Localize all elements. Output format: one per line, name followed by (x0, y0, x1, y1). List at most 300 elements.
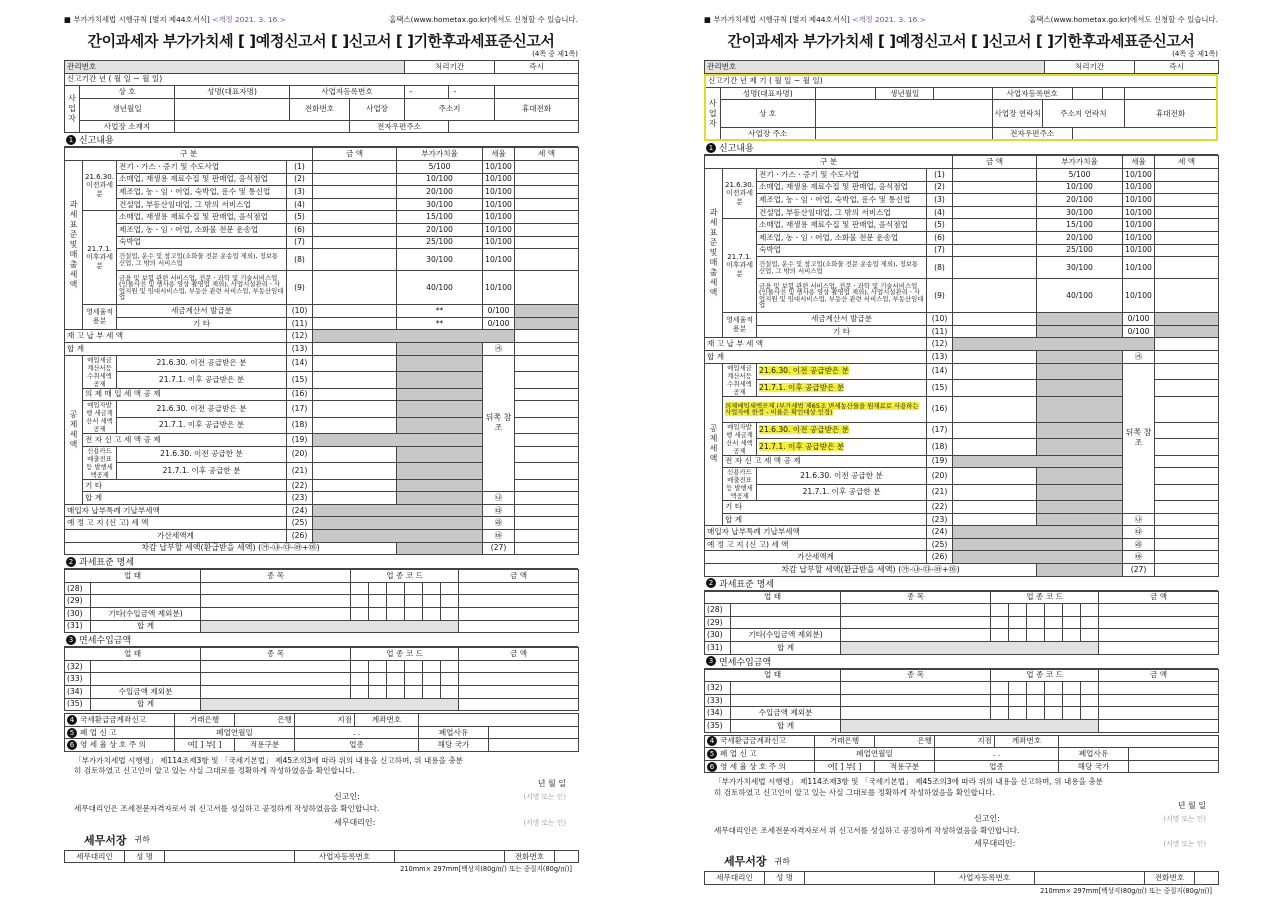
yesno-checkbox[interactable]: 여[ ] 부[ ] (815, 760, 875, 773)
code-digit[interactable] (387, 582, 405, 595)
code-digit[interactable] (369, 673, 387, 686)
col-amount: 금 액 (1099, 591, 1219, 604)
item-field[interactable] (841, 707, 991, 720)
row-13-tax[interactable] (1155, 350, 1219, 363)
row-1-amount[interactable] (313, 160, 397, 173)
row-21-amount[interactable] (313, 463, 397, 480)
row-20-amount[interactable] (313, 446, 397, 463)
amount-field[interactable] (1099, 707, 1219, 720)
row-11-tax (515, 317, 579, 330)
other-label: 기타(수입금액 제외분) (731, 629, 841, 642)
amount-field[interactable] (459, 582, 579, 595)
reason-field[interactable] (1129, 748, 1219, 761)
amount-field[interactable] (459, 608, 579, 621)
row-4-amount[interactable] (313, 198, 397, 211)
row-22-amount[interactable] (953, 501, 1037, 514)
code-digit[interactable] (1081, 682, 1099, 695)
row-20-amount[interactable] (953, 468, 1037, 485)
row-2-amount[interactable] (313, 173, 397, 186)
code-digit[interactable] (405, 673, 423, 686)
code-digit[interactable] (1045, 604, 1063, 617)
biz-reg-no-field[interactable]: - (405, 86, 449, 99)
industry-field[interactable] (91, 595, 201, 608)
email-label: 전자우편주소 (350, 120, 449, 133)
shaded-cell (841, 720, 1099, 733)
amount-field[interactable] (1099, 720, 1219, 733)
row-9-amount[interactable] (313, 271, 397, 305)
row-2-tax[interactable] (1155, 181, 1219, 194)
row-18-tax[interactable] (1155, 439, 1219, 456)
category-label: 적용구분 (875, 760, 935, 773)
biz-reg-no-field-3[interactable] (1125, 87, 1218, 100)
row-27-tax[interactable] (515, 542, 579, 555)
biz-reg-no-field-3[interactable] (495, 86, 579, 99)
birth-field[interactable] (175, 98, 290, 120)
row-4-amount[interactable] (953, 206, 1037, 219)
amount-field[interactable] (1099, 694, 1219, 707)
row-6-taxrate: 10/100 (1123, 231, 1155, 244)
row-5-name: 소매업, 재생용 재료수집 및 판매업, 음식점업 (117, 211, 287, 224)
row-13-amount[interactable] (313, 342, 397, 355)
closed-date-field[interactable]: . . (935, 748, 1059, 761)
code-digit[interactable] (441, 673, 459, 686)
row-11-name: 기 타 (117, 317, 287, 330)
row-8-amount[interactable] (313, 249, 397, 271)
row-1-tax[interactable] (515, 160, 579, 173)
row-15-shaded (397, 372, 483, 389)
code-digit[interactable] (441, 582, 459, 595)
code-digit[interactable] (1009, 616, 1027, 629)
row-14-tax[interactable] (515, 355, 579, 372)
email-field[interactable] (1072, 128, 1217, 141)
row-3-amount[interactable] (953, 194, 1037, 207)
row-20-tax[interactable] (515, 446, 579, 463)
code-digit[interactable] (1045, 707, 1063, 720)
row-9-taxrate: 10/100 (1123, 279, 1155, 313)
row-2-no: (2) (927, 181, 953, 194)
row-14-amount[interactable] (953, 363, 1037, 380)
row-19-name: 전 자 신 고 세 액 공 제 (723, 455, 927, 468)
industry-field[interactable] (91, 660, 201, 673)
country-field[interactable] (489, 739, 579, 752)
row-11-name: 기 타 (757, 325, 927, 338)
sec6-title (705, 760, 815, 773)
col-industry: 업 태 (705, 669, 841, 682)
row-5-amount[interactable] (953, 219, 1037, 232)
row-20-tax[interactable] (1155, 468, 1219, 485)
row-6-taxrate: 10/100 (483, 223, 515, 236)
row-3-taxrate: 10/100 (483, 186, 515, 199)
row-11-amount[interactable] (313, 317, 397, 330)
amount-field[interactable] (1099, 682, 1219, 695)
row-6-tax[interactable] (515, 223, 579, 236)
amount-field[interactable] (459, 620, 579, 633)
row-4-tax[interactable] (1155, 206, 1219, 219)
birth-label: 생년월일 (80, 98, 175, 120)
account-field[interactable] (1059, 735, 1219, 748)
row-6-amount[interactable] (313, 223, 397, 236)
code-digit[interactable] (1081, 629, 1099, 642)
footer-name-field[interactable] (165, 850, 295, 863)
row-10-amount[interactable] (313, 305, 397, 318)
office-label: 사업장 (350, 98, 405, 120)
code-digit[interactable] (1081, 616, 1099, 629)
code-digit[interactable] (405, 660, 423, 673)
section-title: 과세표준 명세 (79, 558, 135, 569)
code-digit[interactable] (405, 582, 423, 595)
footer-biz-no-field[interactable] (395, 850, 505, 863)
code-digit[interactable] (423, 595, 441, 608)
row-25-shaded (313, 517, 483, 530)
row-15-amount[interactable] (953, 380, 1037, 397)
biz-reg-no-field-2[interactable] (1102, 87, 1124, 100)
code-digit[interactable] (1045, 629, 1063, 642)
code-digit[interactable] (369, 660, 387, 673)
code-digit[interactable] (1009, 694, 1027, 707)
code-digit[interactable] (1045, 682, 1063, 695)
row-15-amount[interactable] (313, 372, 397, 389)
footer-biz-no-field[interactable] (1035, 872, 1145, 885)
row-7-amount[interactable] (313, 236, 397, 249)
code-digit[interactable] (1027, 682, 1045, 695)
row-14-amount[interactable] (313, 355, 397, 372)
row-23-amount[interactable] (953, 513, 1037, 526)
row-9-no: (9) (927, 279, 953, 313)
code-digit[interactable] (441, 660, 459, 673)
code-digit[interactable] (1027, 604, 1045, 617)
footer-phone: 전화번호 (1145, 872, 1195, 885)
code-digit[interactable] (369, 686, 387, 699)
row-8-name: 건설업, 운수 및 창고업(소화물 전문 운송업 제외), 정보통신업, 그 밖의 서비스업 (757, 257, 927, 279)
row-21-amount[interactable] (953, 484, 1037, 501)
amount-field[interactable] (1099, 604, 1219, 617)
row-17-amount[interactable] (313, 401, 397, 418)
row-25-tax[interactable] (515, 517, 579, 530)
industry-field[interactable] (731, 604, 841, 617)
circled-number-icon: 1 (66, 135, 76, 145)
code-digit[interactable] (1063, 694, 1081, 707)
code-digit[interactable] (441, 608, 459, 621)
code-digit[interactable] (1009, 682, 1027, 695)
email-field[interactable] (449, 120, 579, 133)
row-26-shaded (953, 551, 1123, 564)
reason-field[interactable] (489, 726, 579, 739)
code-digit[interactable] (1081, 694, 1099, 707)
row-7-amount[interactable] (953, 244, 1037, 257)
item-field[interactable] (841, 616, 991, 629)
code-digit[interactable] (423, 660, 441, 673)
row-3-amount[interactable] (313, 186, 397, 199)
row-12-tax[interactable] (1155, 338, 1219, 351)
footer-phone-field[interactable] (1195, 872, 1219, 885)
row-5-tax[interactable] (1155, 219, 1219, 232)
item-field[interactable] (201, 686, 351, 699)
row-19-no: (19) (287, 434, 313, 447)
row-15-tax[interactable] (515, 372, 579, 389)
declaration (64, 752, 578, 779)
row-13-no: (13) (927, 350, 953, 363)
row-3-tax[interactable] (515, 186, 579, 199)
amount-field[interactable] (459, 660, 579, 673)
row-16-no: (16) (927, 396, 953, 422)
code-digit[interactable] (1063, 604, 1081, 617)
row-2-amount[interactable] (953, 181, 1037, 194)
item-field[interactable] (841, 629, 991, 642)
row-6-amount[interactable] (953, 231, 1037, 244)
item-field[interactable] (201, 660, 351, 673)
industry-field[interactable] (731, 694, 841, 707)
amount-field[interactable] (459, 686, 579, 699)
row-18-amount[interactable] (313, 417, 397, 434)
row-12-shaded (313, 330, 515, 343)
industry-field[interactable] (731, 682, 841, 695)
highlighted-text: 21.6.30. 이전 공급받은 분 (759, 366, 849, 376)
highlighted-text: 21.6.30. 이전 공급받은 분 (759, 425, 849, 435)
tax-base-group: 과세표준및매출세액 (65, 160, 83, 329)
col-amount: 금 액 (313, 148, 397, 161)
code-digit[interactable] (387, 686, 405, 699)
code-digit[interactable] (351, 686, 369, 699)
code-digit[interactable] (441, 686, 459, 699)
code-digit[interactable] (423, 686, 441, 699)
agent-footer-table (64, 850, 579, 864)
section-exempt-income (64, 633, 578, 647)
date-field[interactable]: 년 월 일 (1177, 800, 1206, 810)
row-9-tax[interactable] (515, 271, 579, 305)
row-9-rate: 40/100 (1037, 279, 1123, 313)
code-digit[interactable] (405, 608, 423, 621)
row-18-tax[interactable] (515, 417, 579, 434)
row-25-tax[interactable] (1155, 538, 1219, 551)
row-11-amount[interactable] (953, 325, 1037, 338)
row-22-tax[interactable] (1155, 501, 1219, 514)
code-digit[interactable] (1009, 707, 1027, 720)
footer-phone-field[interactable] (555, 850, 579, 863)
tax-base-group: 과세표준및매출세액 (705, 168, 723, 337)
code-digit[interactable] (387, 595, 405, 608)
biz-address-field[interactable] (175, 120, 350, 133)
amount-field[interactable] (1099, 616, 1219, 629)
row-12-tax[interactable] (515, 330, 579, 343)
amount-field[interactable] (459, 595, 579, 608)
row-24-tax[interactable] (1155, 526, 1219, 539)
date-field[interactable]: 년 월 일 (537, 779, 566, 789)
row-16-tax[interactable] (515, 388, 579, 401)
code-digit[interactable] (369, 582, 387, 595)
code-digit[interactable] (423, 673, 441, 686)
row-2-tax[interactable] (515, 173, 579, 186)
report-period-field[interactable]: 신고기간 년 ( 월 일 ~ 월 일) (65, 73, 579, 86)
row-6-name: 제조업, 농ㆍ임ㆍ어업, 소화물 전문 운송업 (117, 223, 287, 236)
row-23-tax[interactable] (1155, 513, 1219, 526)
item-field[interactable] (201, 582, 351, 595)
row-27-shaded (1037, 564, 1123, 577)
row-23-tax[interactable] (515, 492, 579, 505)
item-field[interactable] (841, 604, 991, 617)
row-13-name: 합 계 (65, 342, 287, 355)
row-5-amount[interactable] (313, 211, 397, 224)
row-1-tax[interactable] (1155, 168, 1219, 181)
row-27-tax[interactable] (1155, 564, 1219, 577)
biz-reg-no-field[interactable] (1072, 87, 1102, 100)
industry-field[interactable] (91, 582, 201, 595)
row-8-amount[interactable] (953, 257, 1037, 279)
tax-office (704, 851, 1218, 871)
code-digit[interactable] (1063, 629, 1081, 642)
amount-field[interactable] (459, 698, 579, 711)
item-field[interactable] (201, 608, 351, 621)
row-15-tax[interactable] (1155, 380, 1219, 397)
reason-label: 폐업사유 (419, 726, 489, 739)
code-digit[interactable] (1045, 616, 1063, 629)
row-17-tax[interactable] (1155, 422, 1219, 439)
code-digit[interactable] (991, 694, 1009, 707)
industry-field[interactable] (731, 616, 841, 629)
row-8-tax[interactable] (515, 249, 579, 271)
row-26-tax[interactable] (515, 530, 579, 543)
code-digit[interactable] (351, 595, 369, 608)
code-digit[interactable] (991, 707, 1009, 720)
code-digit[interactable] (1027, 616, 1045, 629)
code-digit[interactable] (1081, 604, 1099, 617)
row-14-tax[interactable] (1155, 363, 1219, 380)
report-period-field[interactable]: 신고기간 년 제 기 ( 월 일 ~ 월 일) (705, 75, 1217, 88)
row-20-shaded (397, 446, 483, 463)
code-digit[interactable] (387, 608, 405, 621)
row-21-tax[interactable] (515, 463, 579, 480)
row-22-shaded (397, 479, 483, 492)
row-27-name: 차감 납부할 세액(환급받을 세액) (㉮-㉯-㉰-㉱+㉲) (705, 564, 1037, 577)
code-digit[interactable] (369, 595, 387, 608)
col-amount: 금 액 (459, 570, 579, 583)
code-digit[interactable] (991, 604, 1009, 617)
code-digit[interactable] (387, 673, 405, 686)
row-21-name: 21.7.1. 이후 공급한 분 (757, 484, 927, 501)
code-digit[interactable] (1009, 604, 1027, 617)
row-18-amount[interactable] (953, 439, 1037, 456)
row-17-amount[interactable] (953, 422, 1037, 439)
birth-field[interactable] (934, 87, 992, 100)
bank-label: 거래은행 (815, 735, 875, 748)
country-label: 해당 국가 (419, 739, 489, 752)
row-7-tax[interactable] (515, 236, 579, 249)
code-digit[interactable] (991, 629, 1009, 642)
row-16-amount[interactable] (953, 396, 1037, 422)
amount-field[interactable] (459, 673, 579, 686)
row-13-tax[interactable] (515, 342, 579, 355)
industry-field[interactable] (91, 673, 201, 686)
row-22-amount[interactable] (313, 479, 397, 492)
row-9-amount[interactable] (953, 279, 1037, 313)
biz-address-label: 사업장 소재지 (80, 120, 175, 133)
row-2-name: 소매업, 재생용 재료수집 및 판매업, 음식점업 (757, 181, 927, 194)
item-field[interactable] (201, 595, 351, 608)
account-field[interactable] (419, 714, 579, 727)
rep-name-field[interactable] (815, 87, 875, 100)
row-34-no: (34) (65, 686, 91, 699)
row-10-amount[interactable] (953, 313, 1037, 326)
revision-date: <개정 2021. 3. 16.> (212, 15, 286, 24)
code-digit[interactable] (1009, 629, 1027, 642)
item-field[interactable] (201, 673, 351, 686)
code-digit[interactable] (441, 595, 459, 608)
row-18-no: (18) (287, 417, 313, 434)
row-16-tax[interactable] (1155, 396, 1219, 422)
item-field[interactable] (841, 682, 991, 695)
row-6-tax[interactable] (1155, 231, 1219, 244)
item-field[interactable] (841, 694, 991, 707)
row-8-tax[interactable] (1155, 257, 1219, 279)
row-19-tax[interactable] (1155, 455, 1219, 468)
code-digit[interactable] (351, 608, 369, 621)
rule-text: ■ 부가가치세법 시행규칙 [별지 제44호서식] (64, 15, 210, 24)
code-digit[interactable] (991, 616, 1009, 629)
row-13-amount[interactable] (953, 350, 1037, 363)
row-9-tax[interactable] (1155, 279, 1219, 313)
code-digit[interactable] (351, 673, 369, 686)
code-digit[interactable] (1045, 694, 1063, 707)
code-digit[interactable] (351, 582, 369, 595)
row-6-no: (6) (927, 231, 953, 244)
trade-name-field[interactable] (815, 100, 992, 128)
circled-number-icon: 6 (67, 740, 77, 750)
row-5-tax[interactable] (515, 211, 579, 224)
code-digit[interactable] (1081, 707, 1099, 720)
row-26-tax[interactable] (1155, 551, 1219, 564)
code-digit[interactable] (1063, 682, 1081, 695)
code-digit[interactable] (1027, 694, 1045, 707)
row-22-tax[interactable] (515, 479, 579, 492)
code-digit[interactable] (405, 595, 423, 608)
row-17-tax[interactable] (515, 401, 579, 418)
biz-reg-no-field-2[interactable]: - (449, 86, 495, 99)
row-4-tax[interactable] (515, 198, 579, 211)
code-digit[interactable] (387, 660, 405, 673)
row-16-shaded (397, 388, 483, 401)
row-23-amount[interactable] (313, 492, 397, 505)
code-digit[interactable] (1063, 616, 1081, 629)
closed-date-field[interactable]: . . (295, 726, 419, 739)
code-digit[interactable] (405, 686, 423, 699)
code-digit[interactable] (1027, 629, 1045, 642)
code-digit[interactable] (1063, 707, 1081, 720)
yesno-checkbox[interactable]: 여[ ] 부[ ] (175, 739, 235, 752)
biz-address-field[interactable] (815, 128, 992, 141)
row-19-tax[interactable] (515, 434, 579, 447)
row-16-amount[interactable] (313, 388, 397, 401)
row-30-no: (30) (705, 629, 731, 642)
row-3-tax[interactable] (1155, 194, 1219, 207)
code-digit[interactable] (423, 582, 441, 595)
tax-office-title: 세무서장 (724, 855, 767, 869)
code-digit[interactable] (423, 608, 441, 621)
row-24-tax[interactable] (515, 504, 579, 517)
code-digit[interactable] (351, 660, 369, 673)
row-21-tax[interactable] (1155, 484, 1219, 501)
row-1-amount[interactable] (953, 168, 1037, 181)
row-7-tax[interactable] (1155, 244, 1219, 257)
row-25-no: (25) (927, 538, 953, 551)
amount-field[interactable] (1099, 642, 1219, 655)
amount-field[interactable] (1099, 629, 1219, 642)
code-digit[interactable] (1027, 707, 1045, 720)
code-digit[interactable] (369, 608, 387, 621)
sign-hint: (서명 또는 인) (1163, 840, 1206, 849)
code-digit[interactable] (991, 682, 1009, 695)
country-field[interactable] (1129, 760, 1219, 773)
footer-name-field[interactable] (805, 872, 935, 885)
section-exempt-income (704, 655, 1218, 669)
